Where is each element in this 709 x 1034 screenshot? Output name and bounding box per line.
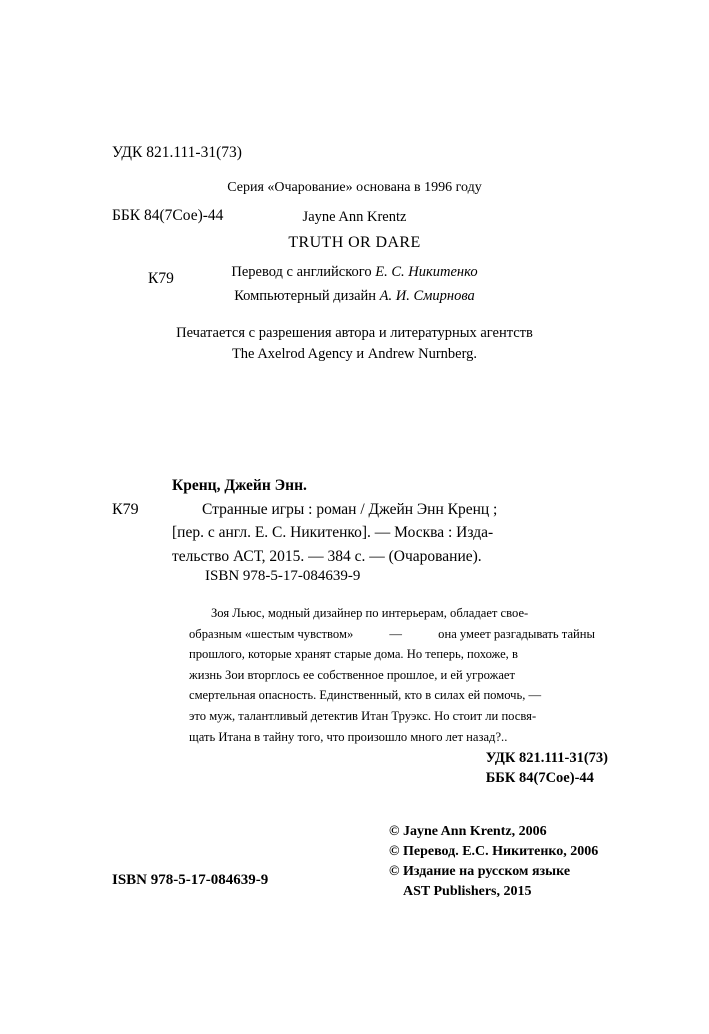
bottom-classification-codes: [486, 748, 608, 788]
series-statement: Серия «Очарование» основана в 1996 году: [227, 180, 482, 195]
bibliographic-record: [112, 474, 592, 568]
translator-credit: [0, 264, 709, 281]
annotation-line-2c: она умеет разгадывать тайны: [438, 626, 595, 641]
annotation-text: [189, 603, 595, 747]
annotation-line-5: смертельная опасность. Единственный, кто в силах ей помочь, —: [189, 688, 542, 703]
permission-line-2: The Axelrod Agency и Andrew Nurnberg.: [231, 346, 478, 362]
permission-line-1: Печатается с разрешения автора и литературных агентств: [176, 325, 533, 341]
designer-label: Компьютерный дизайн: [234, 288, 380, 304]
shelfmark-top-value: К79: [148, 270, 174, 287]
copyright-line-4-text: AST Publishers, 2015: [403, 884, 532, 899]
translator-name: Е. С. Никитенко: [375, 264, 478, 280]
translator-label: Перевод с английского: [231, 264, 376, 280]
udc-code-top: УДК 821.111-31(73): [112, 144, 242, 161]
annotation-line-7: щать Итана в тайну того, что произошло много лет назад?..: [189, 729, 508, 744]
record-heading: [172, 474, 592, 498]
original-title: TRUTH OR DARE: [288, 234, 421, 251]
designer-name: А. И. Смирнова: [379, 288, 475, 304]
copyright-line-4: [389, 882, 598, 902]
shelfmark-record: К79: [112, 500, 139, 518]
annotation-line-4: жизнь Зои вторглось ее собственное прошлое, и ей угрожает: [189, 667, 515, 682]
copyright-block: [389, 822, 598, 902]
record-heading-text: Кренц, Джейн Энн.: [172, 477, 307, 494]
record-line-1: [172, 498, 592, 522]
copyright-line-1: © Jayne Ann Krentz, 2006: [389, 824, 547, 839]
udc-code-bottom: УДК 821.111-31(73): [485, 750, 608, 766]
record-line-1-text: Странные игры : роман / Джейн Энн Кренц ;: [202, 500, 498, 518]
isbn-record: ISBN 978-5-17-084639-9: [205, 568, 361, 584]
bbk-code-top: ББК 84(7Сое)-44: [112, 207, 224, 224]
record-line-2: [пер. с англ. Е. С. Никитенко]. — Москва : Изда-: [172, 524, 494, 541]
record-line-3: тельство АСТ, 2015. — 384 с. — (Очарование).: [172, 547, 482, 565]
copyright-line-3: © Издание на русском языке: [389, 864, 571, 879]
annotation-line-1: [189, 603, 595, 624]
annotation-line-1-text: Зоя Льюс, модный дизайнер по интерьерам, обладает свое-: [211, 606, 529, 620]
annotation-line-2a: образным «шестым чувством»: [189, 626, 354, 641]
bbk-code-bottom: ББК 84(7Сое)-44: [485, 770, 594, 786]
isbn-bottom: ISBN 978-5-17-084639-9: [112, 872, 269, 888]
record-text: [172, 474, 592, 568]
annotation-line-2b: —: [389, 626, 402, 641]
designer-credit: [0, 288, 709, 305]
annotation-line-3: прошлого, которые хранят старые дома. Но теперь, похоже, в: [189, 647, 518, 662]
annotation-line-6: это муж, талантливый детектив Итан Труэкс. Но стоит ли посвя-: [189, 708, 537, 723]
copyright-line-2: © Перевод. Е.С. Никитенко, 2006: [389, 844, 599, 859]
original-author: Jayne Ann Krentz: [302, 209, 407, 225]
permission-statement: [0, 323, 709, 365]
annotation-line-2: [189, 624, 595, 645]
